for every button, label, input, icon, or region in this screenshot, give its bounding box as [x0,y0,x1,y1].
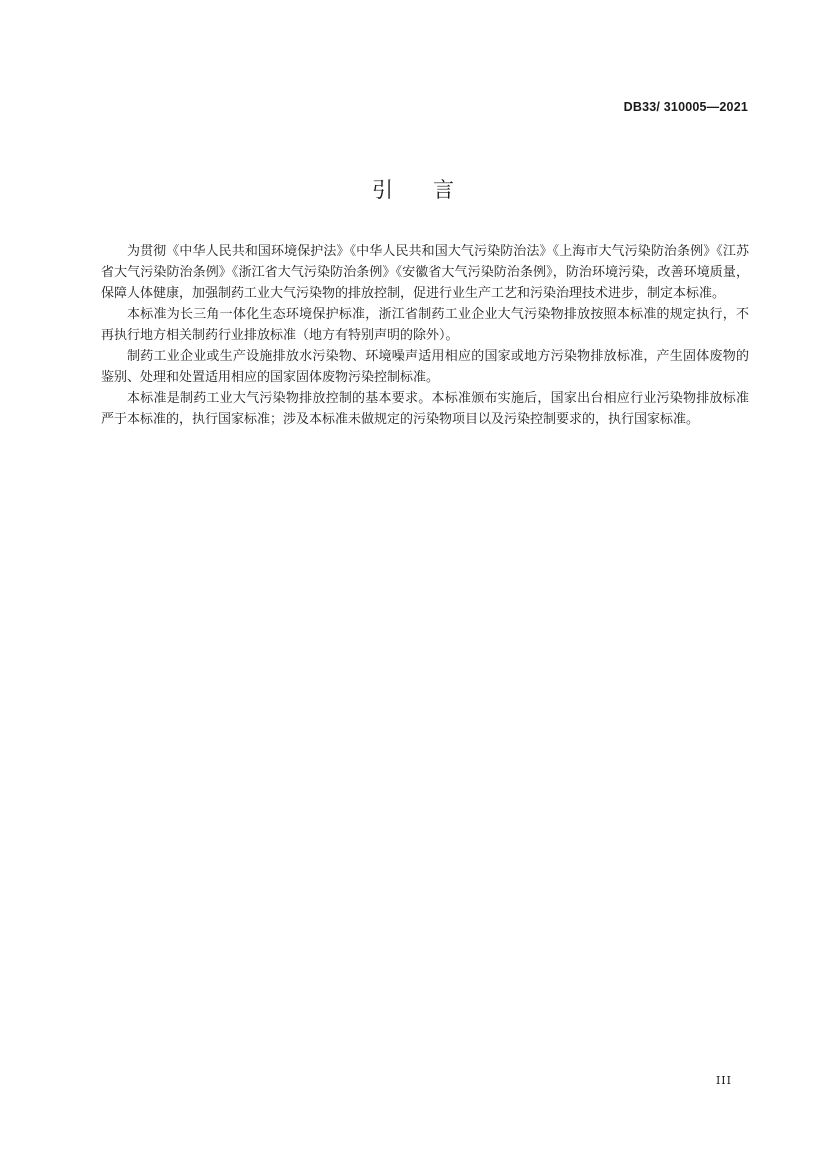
paragraph: 制药工业企业或生产设施排放水污染物、环境噪声适用相应的国家或地方污染物排放标准，产生固体废物的鉴别、处理和处置适用相应的国家固体废物污染控制标准。 [101,349,749,385]
body-text [101,241,749,430]
paragraph: 本标准为长三角一体化生态环境保护标准，浙江省制药工业企业大气污染物排放按照本标准的规定执行，不再执行地方相关制药行业排放标准（地方有特别声明的除外）。 [101,307,749,343]
page-number: III [715,1074,732,1087]
document-code: DB33/ 310005—2021 [623,100,748,114]
section-title: 引言 [372,178,494,202]
paragraph: 为贯彻《中华人民共和国环境保护法》《中华人民共和国大气污染防治法》《上海市大气污染防治条例》《江苏省大气污染防治条例》《浙江省大气污染防治条例》《安徽省大气污染防治条例》，防治环境污染，改善环境质量，保障人体健康，加强制药工业大气污染物的排放控制，促进行业生产工艺和污染治理技术进步，制定本标准。 [101,244,749,301]
paragraph: 本标准是制药工业大气污染物排放控制的基本要求。本标准颁布实施后，国家出台相应行业污染物排放标准严于本标准的，执行国家标准；涉及本标准未做规定的污染物项目以及污染控制要求的，执行国家标准。 [101,391,749,427]
